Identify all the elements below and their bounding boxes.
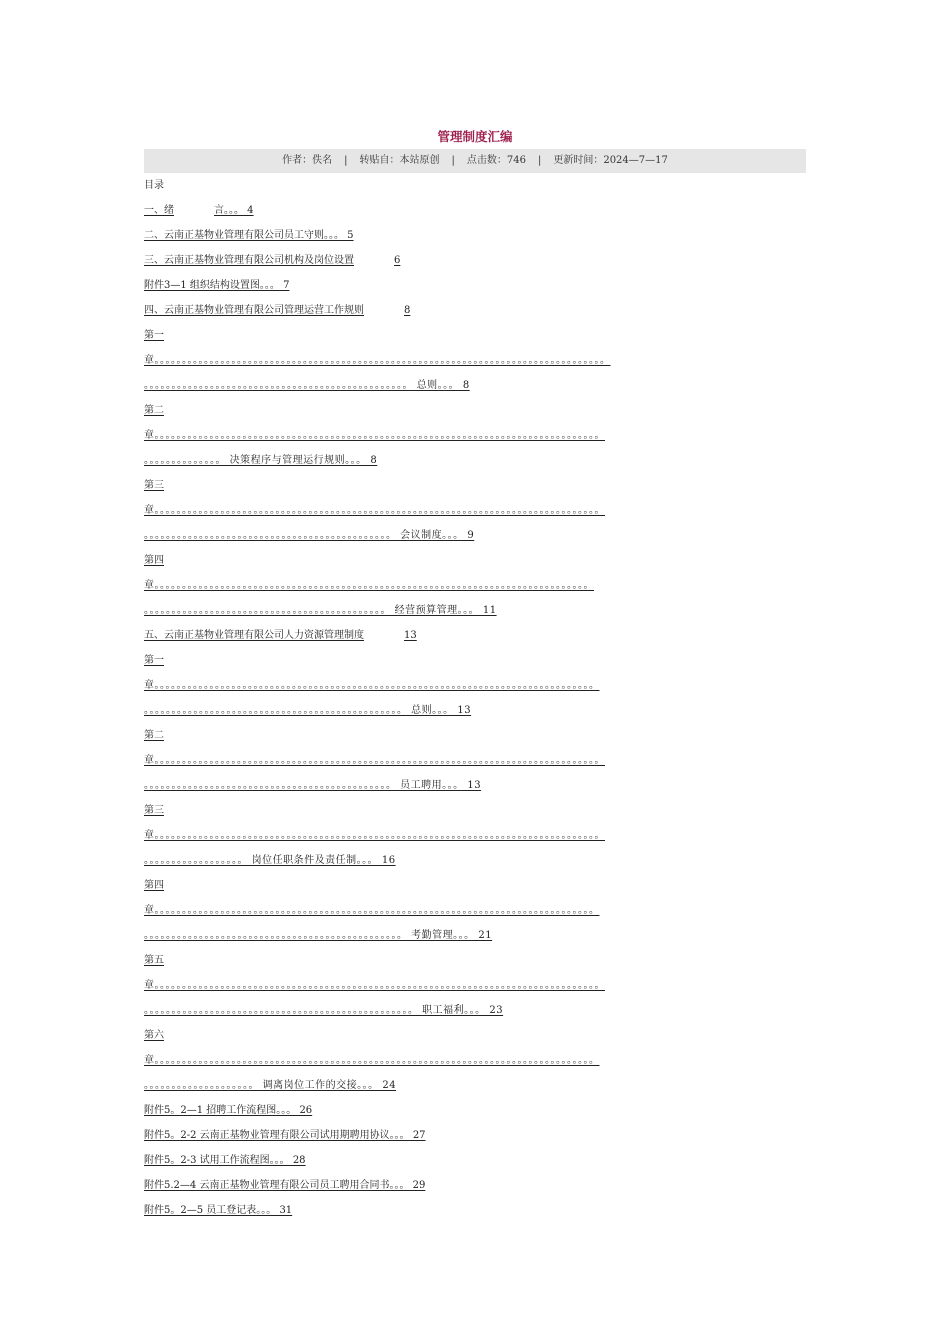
toc-entry[interactable]	[144, 301, 806, 326]
toc-entry[interactable]	[144, 826, 806, 851]
toc-entry[interactable]	[144, 501, 806, 526]
toc-link[interactable]: 一、绪 言。。。 4	[144, 205, 254, 216]
toc-link[interactable]: 附件5。2—1 招聘工作流程图。。。 26	[144, 1105, 313, 1116]
toc-entry[interactable]	[144, 876, 806, 901]
toc-link[interactable]: 章。。。。。。。。。。。。。。。。。。。。。。。。。。。。。。。。。。。。。。。。。。。。。。。。。。。。。。。。。。。。。。。。。。。。。。。。。。。。。。。。。	[144, 830, 605, 841]
toc-link[interactable]: 第一	[144, 655, 164, 666]
toc-link[interactable]: 第一	[144, 330, 164, 341]
toc-entry[interactable]	[144, 1176, 806, 1201]
toc-link[interactable]: 章。。。。。。。。。。。。。。。。。。。。。。。。。。。。。。。。。。。。。。。。。。。。。。。。。。。。。。。。。。。。。。。。。。。。。。。。。。。。。。。。。	[144, 430, 605, 441]
toc-link[interactable]: 。。。。。。。。。。。。。。。。。。。。。。。。。。。。。。。。。。。。。。。。。。。。。。。。 总则。。。 8	[144, 380, 470, 391]
meta-author: 作者：佚名	[282, 155, 333, 166]
meta-separator: |	[451, 155, 455, 166]
toc-link[interactable]: 五、云南正基物业管理有限公司人力资源管理制度 13	[144, 630, 417, 641]
toc-entry[interactable]	[144, 1201, 806, 1226]
toc-entry[interactable]	[144, 451, 806, 476]
toc-link[interactable]: 章。。。。。。。。。。。。。。。。。。。。。。。。。。。。。。。。。。。。。。。。。。。。。。。。。。。。。。。。。。。。。。。。。。。。。。。。。。。。。。。。	[144, 905, 600, 916]
toc-entry[interactable]	[144, 976, 806, 1001]
toc-entry[interactable]	[144, 851, 806, 876]
toc-link[interactable]: 三、云南正基物业管理有限公司机构及岗位设置 6	[144, 255, 401, 266]
toc-link[interactable]: 。。。。。。。。。。。。。。。。。。。。。。。。。。。。。。。。。。。。。。。。。。。。。 会议制度。。。 9	[144, 530, 475, 541]
toc-entry[interactable]	[144, 651, 806, 676]
toc-entry[interactable]	[144, 601, 806, 626]
toc-entry[interactable]	[144, 676, 806, 701]
toc-link[interactable]: 。。。。。。。。。。。。。。。。。。。。。。。。。。。。。。。。。。。。。。。。。。。。。。。。。 职工福利。。。 23	[144, 1005, 504, 1016]
toc-link[interactable]: 章。。。。。。。。。。。。。。。。。。。。。。。。。。。。。。。。。。。。。。。。。。。。。。。。。。。。。。。。。。。。。。。。。。。。。。。。。。。。。。。	[144, 580, 594, 591]
toc-entry[interactable]	[144, 1076, 806, 1101]
toc-link[interactable]: 四、云南正基物业管理有限公司管理运营工作规则 8	[144, 305, 411, 316]
meta-source: 转贴自：本站原创	[359, 155, 440, 166]
toc-link[interactable]: 二、云南正基物业管理有限公司员工守则。。。 5	[144, 230, 354, 241]
toc-link[interactable]: 第五	[144, 955, 164, 966]
toc-entry[interactable]	[144, 626, 806, 651]
toc-entry[interactable]	[144, 776, 806, 801]
toc-link[interactable]: 。。。。。。。。。。。。。。。。。。。。。。。。。。。。。。。。。。。。。。。。。。。。。。。 总则。。。 13	[144, 705, 472, 716]
toc-entry[interactable]	[144, 476, 806, 501]
toc-entry[interactable]	[144, 901, 806, 926]
toc-entry[interactable]	[144, 726, 806, 751]
toc-entry[interactable]	[144, 226, 806, 251]
meta-separator: |	[344, 155, 348, 166]
toc-link[interactable]: 第四	[144, 880, 164, 891]
toc-link[interactable]: 。。。。。。。。。。。。。。。。。。。。。。。。。。。。。。。。。。。。。。。。。。。。。。。 考勤管理。。。 21	[144, 930, 493, 941]
toc-entry[interactable]	[144, 1051, 806, 1076]
toc-link[interactable]: 附件3—1 组织结构设置图。。。 7	[144, 280, 290, 291]
toc-link[interactable]: 第二	[144, 730, 164, 741]
toc-entry[interactable]	[144, 576, 806, 601]
toc-heading: 目录	[144, 180, 164, 191]
toc-link[interactable]: 。。。。。。。。。。。。。。。。。。。。。。。。。。。。。。。。。。。。。。。。。。。。。 员工聘用。。。 13	[144, 780, 482, 791]
toc-entry[interactable]	[144, 751, 806, 776]
toc-link[interactable]: 。。。。。。。。。。。。。。。。。。。。。。。。。。。。。。。。。。。。。。。。。。。。 经营预算管理。。。 11	[144, 605, 497, 616]
toc-entry[interactable]	[144, 276, 806, 301]
article-meta-bar	[144, 149, 806, 173]
toc-entry[interactable]	[144, 701, 806, 726]
toc-entry[interactable]	[144, 376, 806, 401]
toc-entry[interactable]	[144, 326, 806, 351]
toc-entry[interactable]	[144, 526, 806, 551]
toc-entry[interactable]	[144, 1001, 806, 1026]
toc-entry[interactable]	[144, 351, 806, 376]
meta-updated: 更新时间：2024—7—17	[553, 155, 668, 166]
toc-entry[interactable]	[144, 251, 806, 276]
toc-link[interactable]: 附件5。2—5 员工登记表。。。 31	[144, 1205, 293, 1216]
toc-link[interactable]: 附件5。2-3 试用工作流程图。。。 28	[144, 1155, 306, 1166]
toc-entry[interactable]	[144, 1101, 806, 1126]
toc-link[interactable]: 章。。。。。。。。。。。。。。。。。。。。。。。。。。。。。。。。。。。。。。。。。。。。。。。。。。。。。。。。。。。。。。。。。。。。。。。。。。。。。。。。。	[144, 980, 605, 991]
meta-separator: |	[537, 155, 542, 166]
toc-entry[interactable]	[144, 951, 806, 976]
toc-link[interactable]: 附件5.2—4 云南正基物业管理有限公司员工聘用合同书。。。 29	[144, 1180, 426, 1191]
toc-link[interactable]: 章。。。。。。。。。。。。。。。。。。。。。。。。。。。。。。。。。。。。。。。。。。。。。。。。。。。。。。。。。。。。。。。。。。。。。。。。。。。。。。。。。	[144, 755, 605, 766]
toc-entry[interactable]	[144, 801, 806, 826]
toc-entry[interactable]	[144, 926, 806, 951]
toc-link[interactable]: 。。。。。。。。。。。。。。 决策程序与管理运行规则。。。 8	[144, 455, 378, 466]
toc-link[interactable]: 附件5。2-2 云南正基物业管理有限公司试用期聘用协议。。。 27	[144, 1130, 426, 1141]
toc-link[interactable]: 第三	[144, 480, 164, 491]
toc-link[interactable]: 。。。。。。。。。。。。。。。。。。 岗位任职条件及责任制。。。 16	[144, 855, 396, 866]
toc-link[interactable]: 章。。。。。。。。。。。。。。。。。。。。。。。。。。。。。。。。。。。。。。。。。。。。。。。。。。。。。。。。。。。。。。。。。。。。。。。。。。。。。。。。	[144, 1055, 600, 1066]
toc-link[interactable]: 章。。。。。。。。。。。。。。。。。。。。。。。。。。。。。。。。。。。。。。。。。。。。。。。。。。。。。。。。。。。。。。。。。。。。。。。。。。。。。。。。。。	[144, 355, 611, 366]
toc-entry[interactable]	[144, 201, 806, 226]
toc-link[interactable]: 。。。。。。。。。。。。。。。。。。。。 调离岗位工作的交接。。。 24	[144, 1080, 397, 1091]
toc-link[interactable]: 章。。。。。。。。。。。。。。。。。。。。。。。。。。。。。。。。。。。。。。。。。。。。。。。。。。。。。。。。。。。。。。。。。。。。。。。。。。。。。。。。。	[144, 505, 605, 516]
toc-link[interactable]: 第四	[144, 555, 164, 566]
meta-clicks: 点击数：746	[466, 155, 526, 166]
toc-link[interactable]: 章。。。。。。。。。。。。。。。。。。。。。。。。。。。。。。。。。。。。。。。。。。。。。。。。。。。。。。。。。。。。。。。。。。。。。。。。。。。。。。。。	[144, 680, 600, 691]
toc-entry[interactable]	[144, 1026, 806, 1051]
toc-entry[interactable]	[144, 1151, 806, 1176]
page-title: 管理制度汇编	[437, 129, 513, 144]
toc-link[interactable]: 第三	[144, 805, 164, 816]
toc-link[interactable]: 第二	[144, 405, 164, 416]
toc-link[interactable]: 第六	[144, 1030, 164, 1041]
toc-entry[interactable]	[144, 551, 806, 576]
toc-entry[interactable]	[144, 401, 806, 426]
toc-entry[interactable]	[144, 1126, 806, 1151]
table-of-contents	[144, 176, 806, 1226]
toc-entry[interactable]	[144, 426, 806, 451]
